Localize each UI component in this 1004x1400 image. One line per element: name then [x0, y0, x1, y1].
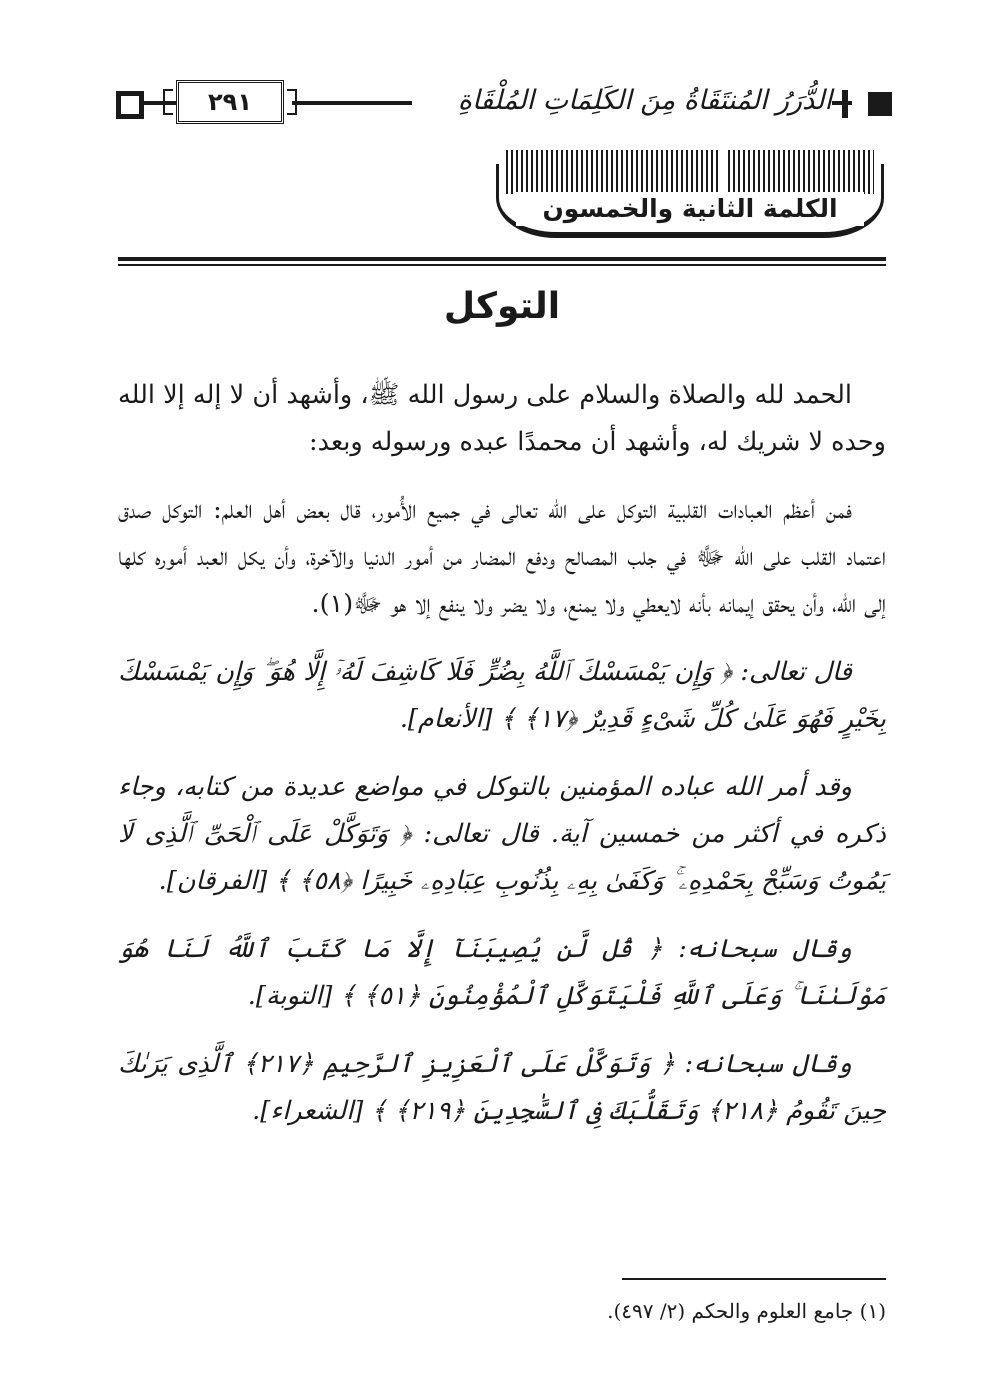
body-text — [118, 372, 886, 1156]
paragraph: الحمد لله والصلاة والسلام على رسول الله ﷺ، وأشهد أن لا إله إلا الله وحده لا شريك له، وأشهد أن محمدًا عبده ورسوله وبعد: — [118, 380, 886, 457]
header-ornament-square-outline — [116, 91, 144, 119]
header-ornament-square-filled — [868, 92, 892, 116]
page-number-frame — [176, 80, 284, 124]
page-number: ٢٩١ — [208, 88, 252, 116]
section-divider — [118, 257, 886, 261]
footnote-divider — [622, 1278, 886, 1280]
paragraph: فمن أعظم العبادات القلبية التوكل على الله تعالى في جميع الأُمور، قال بعض أهل العلم: التوكل صدق اعتماد القلب على الله ﷻ في جلب المصالح ودفع المضار من أمور الدنيا والآخرة، وأن يكل العبد أموره كلها إلى الله، وأن يحقق إيمانه بأنه لايعطي ولا يمنع، ولا يضر ولا ينفع إلا هو ﷻ(١). — [118, 495, 886, 619]
page-header — [112, 78, 892, 128]
paragraph-with-verse: وقد أمر الله عباده المؤمنين بالتوكل في مواضع عديدة من كتابه، وجاء ذكره في أكثر من خمسين آية. قال تعالى: ﴿ وَتَوَكَّلْ عَلَى ٱلْحَىِّ ٱلَّذِى لَا يَمُوتُ وَسَبِّحْ بِحَمْدِهِۦ ۚ وَكَفَىٰ بِهِۦ بِذُنُوبِ عِبَادِهِۦ خَبِيرًا ﴿٥٨﴾ ﴾ [الفرقان]. — [118, 772, 886, 896]
paragraph-with-verse: قال تعالى: ﴿ وَإِن يَمْسَسْكَ ٱللَّهُ بِضُرٍّ فَلَا كَاشِفَ لَهُۥٓ إِلَّا هُوَ ۖ وَإِن يَمْسَسْكَ بِخَيْرٍ فَهُوَ عَلَىٰ كُلِّ شَىْءٍ قَدِيرٌ ﴿١٧﴾ ﴾ [الأنعام]. — [118, 657, 886, 734]
paragraph-with-verse: وقال سبحانه: ﴿ قُل لَّن يُصِيبَنَآ إِلَّا مَا كَتَبَ ٱللَّهُ لَنَا هُوَ مَوْلَىٰنَا ۚ وَعَلَى ٱللَّهِ فَلْيَتَوَكَّلِ ٱلْمُؤْمِنُونَ ﴿٥١﴾ ﴾ [التوبة]. — [118, 934, 886, 1011]
chapter-label: الكلمة الثانية والخمسون — [516, 192, 864, 226]
chapter-banner — [496, 150, 886, 242]
book-title: الدُّرَرُ المُنتَقَاةُ مِنَ الكَلِمَاتِ المُلْقَاةِ — [412, 80, 832, 122]
header-ornament-bar-right — [842, 90, 848, 118]
section-divider-thin — [118, 264, 886, 266]
paragraph-with-verse: وقال سبحانه: ﴿ وَتَوَكَّلْ عَلَى ٱلْعَزِيزِ ٱلرَّحِيمِ ﴿٢١٧﴾ ٱلَّذِى يَرَىٰكَ حِينَ تَقُومُ ﴿٢١٨﴾ وَتَقَلُّبَكَ فِى ٱلسَّٰجِدِينَ ﴿٢١٩﴾ ﴾ [الشعراء]. — [118, 1049, 886, 1126]
footnote: (١) جامع العلوم والحكم (٢/ ٤٩٧). — [607, 1299, 886, 1323]
page-title: التوكل — [443, 286, 561, 327]
